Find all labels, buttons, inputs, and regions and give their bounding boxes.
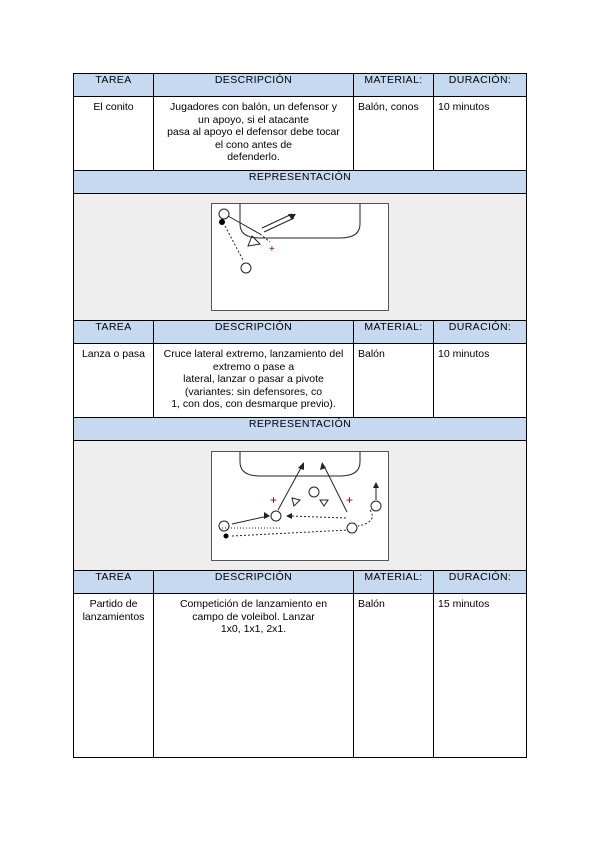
description-line: lateral, lanzar o pasar a pivote [183, 373, 324, 385]
description-line: defenderlo. [227, 151, 280, 163]
header-tarea: TAREA [74, 321, 154, 344]
representation-row [74, 418, 527, 441]
description-line: Competición de lanzamiento en [179, 598, 328, 610]
header-duracion: DURACIÓN: [434, 571, 527, 594]
task-name: Lanza o pasa [74, 344, 154, 418]
header-material: MATERIAL: [354, 321, 434, 344]
court-diagram-1 [211, 203, 389, 311]
representation-label: REPRESENTACIÓN [74, 418, 527, 441]
header-row [74, 571, 527, 594]
description-line: 1, con dos, con desmarque previo). [171, 398, 336, 410]
svg-text:+: + [270, 492, 278, 507]
svg-text:+: + [269, 244, 275, 255]
tasks-table [73, 73, 527, 758]
description-line: pasa al apoyo el defensor debe tocar [167, 126, 340, 138]
representation-row [74, 171, 527, 194]
court-diagram-2 [211, 451, 389, 561]
task-duration: 10 minutos [434, 97, 527, 171]
header-descripcion: DESCRIPCIÓN [154, 571, 354, 594]
task-description [154, 97, 354, 171]
header-duracion: DURACIÓN: [434, 74, 527, 97]
task-description [154, 344, 354, 418]
task-row [74, 594, 527, 758]
description-line: Jugadores con balón, un defensor y [170, 101, 337, 113]
description-line: (variantes: sin defensores, co [184, 385, 323, 398]
header-row [74, 74, 527, 97]
task-material: Balón [354, 344, 434, 418]
svg-text:+: + [346, 492, 354, 507]
header-material: MATERIAL: [354, 571, 434, 594]
header-row [74, 321, 527, 344]
task-duration: 10 minutos [434, 344, 527, 418]
description-line: campo de voleibol. Lanzar [192, 610, 315, 623]
task-material: Balón, conos [354, 97, 434, 171]
task-name: Partido de lanzamientos [74, 594, 154, 758]
task-name: El conito [74, 97, 154, 171]
task-row [74, 344, 527, 418]
header-descripcion: DESCRIPCIÓN [154, 321, 354, 344]
task-description [154, 594, 354, 758]
task-duration: 15 minutos [434, 594, 527, 758]
representation-label: REPRESENTACIÓN [74, 171, 527, 194]
description-line: extremo o pase a [212, 360, 295, 373]
header-descripcion: DESCRIPCIÓN [154, 74, 354, 97]
description-line: un apoyo, si el atacante [198, 113, 309, 126]
figure-row [74, 441, 527, 571]
task-material: Balón [354, 594, 434, 758]
header-tarea: TAREA [74, 74, 154, 97]
header-duracion: DURACIÓN: [434, 321, 527, 344]
figure-row [74, 194, 527, 321]
description-line: 1x0, 1x1, 2x1. [220, 623, 287, 635]
description-line: el cono antes de [214, 138, 293, 151]
header-material: MATERIAL: [354, 74, 434, 97]
task-row [74, 97, 527, 171]
description-line: Cruce lateral extremo, lanzamiento del [163, 348, 344, 360]
header-tarea: TAREA [74, 571, 154, 594]
